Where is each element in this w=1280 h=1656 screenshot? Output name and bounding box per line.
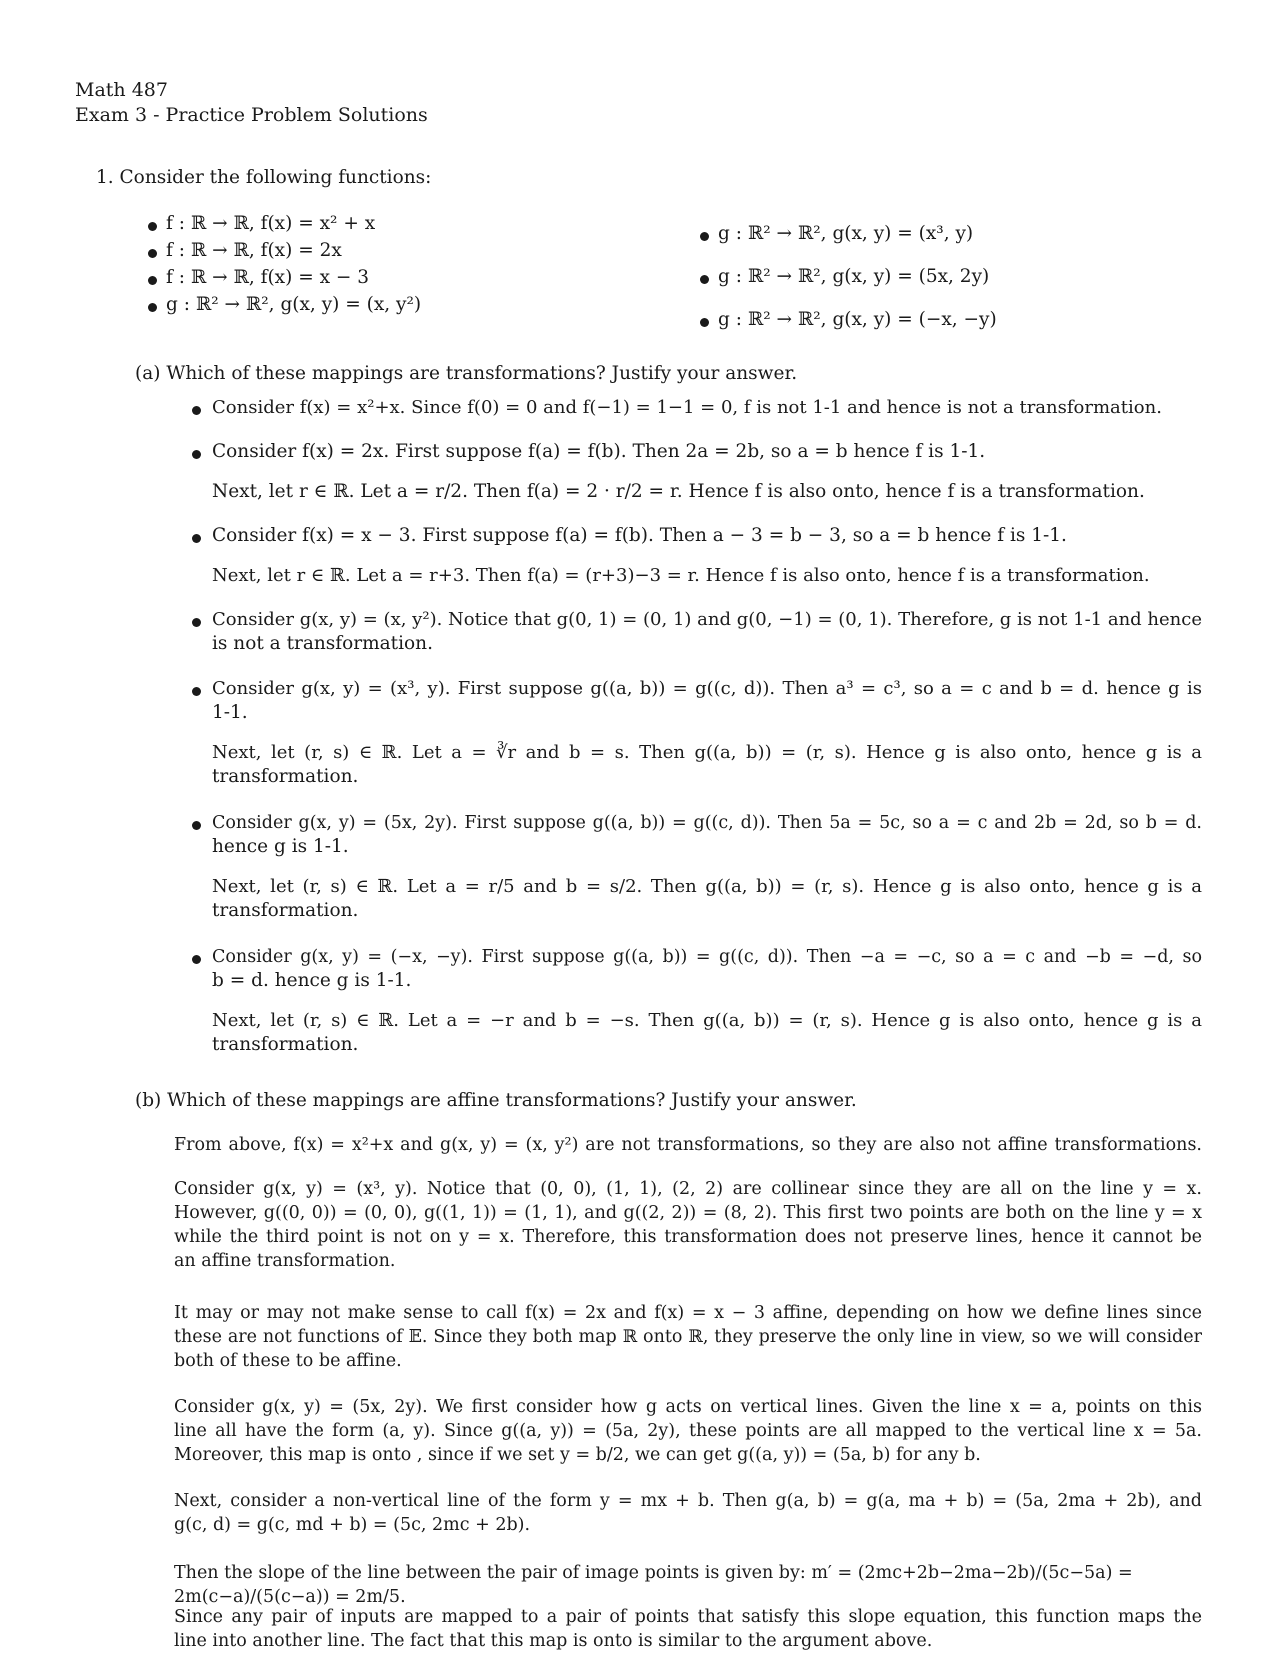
bullet-icon	[192, 955, 201, 964]
list-item: g : ℝ² → ℝ², g(x, y) = (x, y²)	[166, 294, 422, 315]
bullet-icon	[192, 821, 201, 830]
paragraph-line: while the third point is not on y = x. Therefore, this transformation does not preserve lines, hence it cannot be	[174, 1227, 1202, 1247]
answer-line: Next, let (r, s) ∈ ℝ. Let a = ∛r and b = s. Then g((a, b)) = (r, s). Hence g is also onto, hence g is a	[212, 742, 1202, 763]
bullet-icon	[700, 275, 709, 284]
answer-line: Next, let (r, s) ∈ ℝ. Let a = r/5 and b = s/2. Then g((a, b)) = (r, s). Hence g is also onto, hence g is a	[212, 876, 1202, 897]
bullet-icon	[700, 232, 709, 241]
paragraph-line: line all have the form (a, y). Since g((a, y)) = (5a, 2y), these points are all mapped to the vertical line x = 5a.	[174, 1421, 1202, 1441]
answer-line: Next, let r ∈ ℝ. Let a = r/2. Then f(a) = 2 · r/2 = r. Hence f is also onto, hence f is a transformation.	[212, 481, 1145, 502]
bullet-icon	[148, 276, 157, 285]
bullet-icon	[192, 534, 201, 543]
answer-line: Consider g(x, y) = (−x, −y). First suppose g((a, b)) = g((c, d)). Then −a = −c, so a = c and −b = −d, so	[212, 947, 1202, 967]
answer-line: hence g is 1-1.	[212, 836, 349, 857]
paragraph-line: Consider g(x, y) = (x³, y). Notice that (0, 0), (1, 1), (2, 2) are collinear since they are all on the line y = x.	[174, 1179, 1202, 1199]
answer-line: transformation.	[212, 1034, 359, 1055]
bullet-icon	[700, 318, 709, 327]
answer-line: transformation.	[212, 766, 359, 787]
answer-line: Consider g(x, y) = (x³, y). First suppose g((a, b)) = g((c, d)). Then a³ = c³, so a = c and b = d. hence g is	[212, 678, 1202, 699]
paragraph-line: Since any pair of inputs are mapped to a pair of points that satisfy this slope equation, this function maps the	[174, 1607, 1202, 1627]
document-header	[75, 78, 428, 128]
answer-line: b = d. hence g is 1-1.	[212, 970, 412, 991]
paragraph-line: g(c, d) = g(c, md + b) = (5c, 2mc + 2b).	[174, 1515, 531, 1535]
bullet-icon	[192, 406, 201, 415]
answer-line: Consider g(x, y) = (x, y²). Notice that g(0, 1) = (0, 1) and g(0, −1) = (0, 1). Therefore, g is not 1-1 and hence	[212, 609, 1202, 630]
paragraph-line: both of these to be affine.	[174, 1351, 402, 1371]
paragraph-line: Moreover, this map is onto , since if we set y = b/2, we can get g((a, y)) = (5a, b) for any b.	[174, 1445, 981, 1465]
paragraph-line: Consider g(x, y) = (5x, 2y). We first consider how g acts on vertical lines. Given the line x = a, points on this	[174, 1397, 1202, 1417]
answer-line: Consider f(x) = 2x. First suppose f(a) = f(b). Then 2a = 2b, so a = b hence f is 1-1.	[212, 441, 986, 462]
answer-line: Next, let (r, s) ∈ ℝ. Let a = −r and b = −s. Then g((a, b)) = (r, s). Hence g is also onto, hence g is a	[212, 1010, 1202, 1031]
document-title: Exam 3 - Practice Problem Solutions	[75, 104, 428, 126]
answer-line: is not a transformation.	[212, 633, 433, 654]
problem-1-intro: 1. Consider the following functions:	[96, 167, 432, 188]
list-item: f : ℝ → ℝ, f(x) = x − 3	[166, 267, 370, 288]
paragraph-line: an affine transformation.	[174, 1251, 396, 1271]
bullet-icon	[148, 303, 157, 312]
bullet-icon	[148, 222, 157, 231]
list-item: g : ℝ² → ℝ², g(x, y) = (−x, −y)	[718, 309, 997, 330]
bullet-icon	[192, 687, 201, 696]
answer-line: Consider f(x) = x²+x. Since f(0) = 0 and f(−1) = 1−1 = 0, f is not 1-1 and hence is not a transformation.	[212, 397, 1162, 418]
answer-line: Consider f(x) = x − 3. First suppose f(a) = f(b). Then a − 3 = b − 3, so a = b hence f is 1-1.	[212, 525, 1067, 546]
paragraph-line: However, g((0, 0)) = (0, 0), g((1, 1)) = (1, 1), and g((2, 2)) = (8, 2). This first two points are both on the line y = x	[174, 1203, 1202, 1223]
answer-line: Next, let r ∈ ℝ. Let a = r+3. Then f(a) = (r+3)−3 = r. Hence f is also onto, hence f is a transformation.	[212, 565, 1150, 586]
paragraph-line: Then the slope of the line between the pair of image points is given by: m′ = (2mc+2b−2ma−2b)/(5c−5a) = 2m(c−a)/(5(c−a)) = 2m/5.	[174, 1563, 1133, 1607]
paragraph-line: From above, f(x) = x²+x and g(x, y) = (x, y²) are not transformations, so they are also not affine transformations.	[174, 1135, 1202, 1155]
list-item: g : ℝ² → ℝ², g(x, y) = (5x, 2y)	[718, 266, 990, 287]
bullet-icon	[192, 450, 201, 459]
paragraph-line: Next, consider a non-vertical line of the form y = mx + b. Then g(a, b) = g(a, ma + b) = (5a, 2ma + 2b), and	[174, 1491, 1202, 1511]
answer-line: 1-1.	[212, 702, 248, 723]
list-item: f : ℝ → ℝ, f(x) = 2x	[166, 240, 342, 261]
answer-line: Consider g(x, y) = (5x, 2y). First suppose g((a, b)) = g((c, d)). Then 5a = 5c, so a = c and 2b = 2d, so b = d.	[212, 813, 1202, 833]
paragraph-line: these are not functions of 𝔼. Since they both map ℝ onto ℝ, they preserve the only line in view, so we will consider	[174, 1327, 1202, 1347]
answer-line: transformation.	[212, 900, 359, 921]
paragraph-line: line into another line. The fact that this map is onto is similar to the argument above.	[174, 1631, 933, 1651]
bullet-icon	[148, 249, 157, 258]
bullet-icon	[192, 618, 201, 627]
part-b-question: (b) Which of these mappings are affine transformations? Justify your answer.	[135, 1090, 857, 1111]
paragraph-line: It may or may not make sense to call f(x) = 2x and f(x) = x − 3 affine, depending on how we define lines since	[174, 1303, 1202, 1323]
course-name: Math 487	[75, 79, 168, 101]
part-a-question: (a) Which of these mappings are transformations? Justify your answer.	[135, 363, 798, 384]
list-item: f : ℝ → ℝ, f(x) = x² + x	[166, 213, 376, 234]
list-item: g : ℝ² → ℝ², g(x, y) = (x³, y)	[718, 223, 974, 244]
